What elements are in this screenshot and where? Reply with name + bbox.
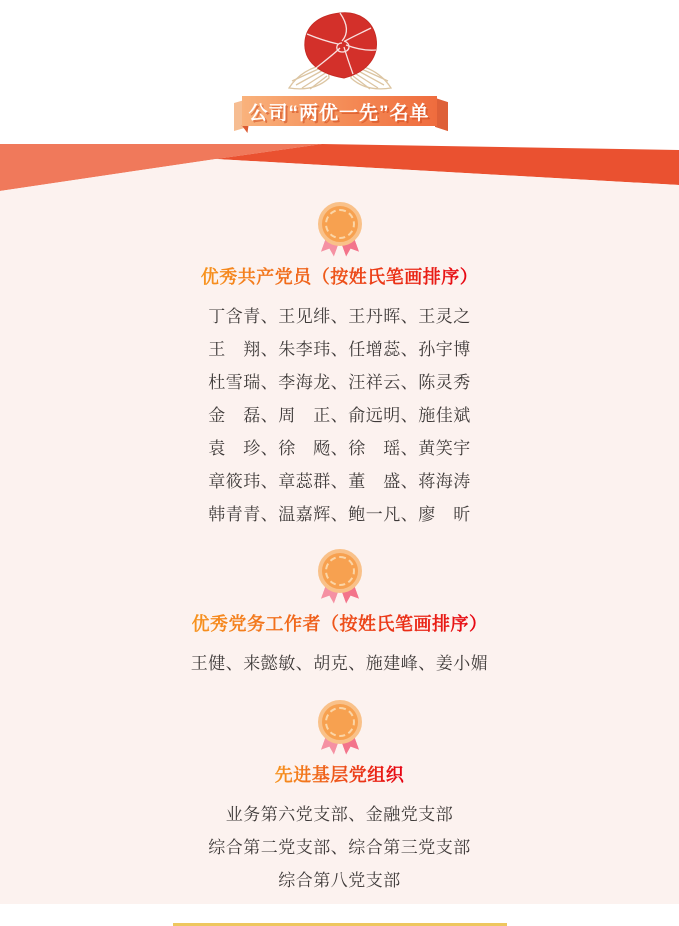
medal-circle-icon	[318, 549, 362, 593]
name-line: 袁 珍、徐 飏、徐 瑶、黄笑宇	[208, 439, 471, 458]
banner-face	[242, 96, 437, 126]
medal-dashed-ring-icon	[325, 707, 355, 737]
section-advanced-party-organizations	[0, 680, 679, 897]
name-line: 业务第六党支部、金融党支部	[225, 805, 454, 824]
medal-icon	[308, 700, 372, 754]
medal-icon	[308, 202, 372, 256]
page-title: 公司“两优一先”名单	[248, 102, 430, 124]
name-line: 金 磊、周 正、俞远明、施佳斌	[208, 406, 471, 425]
content-panel	[0, 199, 679, 904]
name-line: 王 翔、朱李玮、任增蕊、孙宇博	[208, 340, 471, 359]
rose-icon	[282, 8, 398, 90]
name-line: 丁含青、王见绯、王丹晖、王灵之	[208, 307, 471, 326]
name-line: 综合第八党支部	[278, 871, 401, 890]
section-heading: 先进基层党组织	[0, 760, 679, 788]
angled-orange-band	[0, 139, 679, 199]
name-line: 韩青青、温嘉辉、鲍一凡、廖 昕	[208, 505, 471, 524]
section-heading: 优秀党务工作者（按姓氏笔画排序）	[0, 609, 679, 637]
section-excellent-party-workers	[0, 531, 679, 680]
announcement-page	[0, 8, 679, 908]
name-line: 综合第二党支部、综合第三党支部	[208, 838, 471, 857]
medal-circle-icon	[318, 202, 362, 246]
name-line: 杜雪瑞、李海龙、汪祥云、陈灵秀	[208, 373, 471, 392]
medal-icon	[308, 549, 372, 603]
section-heading: 优秀共产党员（按姓氏笔画排序）	[0, 262, 679, 290]
title-banner	[230, 92, 450, 132]
section-excellent-party-members	[0, 199, 679, 531]
medal-dashed-ring-icon	[325, 556, 355, 586]
name-line: 王健、来懿敏、胡克、施建峰、姜小媚	[190, 654, 489, 673]
medal-dashed-ring-icon	[325, 209, 355, 239]
name-line: 章筱玮、章蕊群、董 盛、蒋海涛	[208, 472, 471, 491]
medal-circle-icon	[318, 700, 362, 744]
rose-illustration	[282, 8, 398, 90]
